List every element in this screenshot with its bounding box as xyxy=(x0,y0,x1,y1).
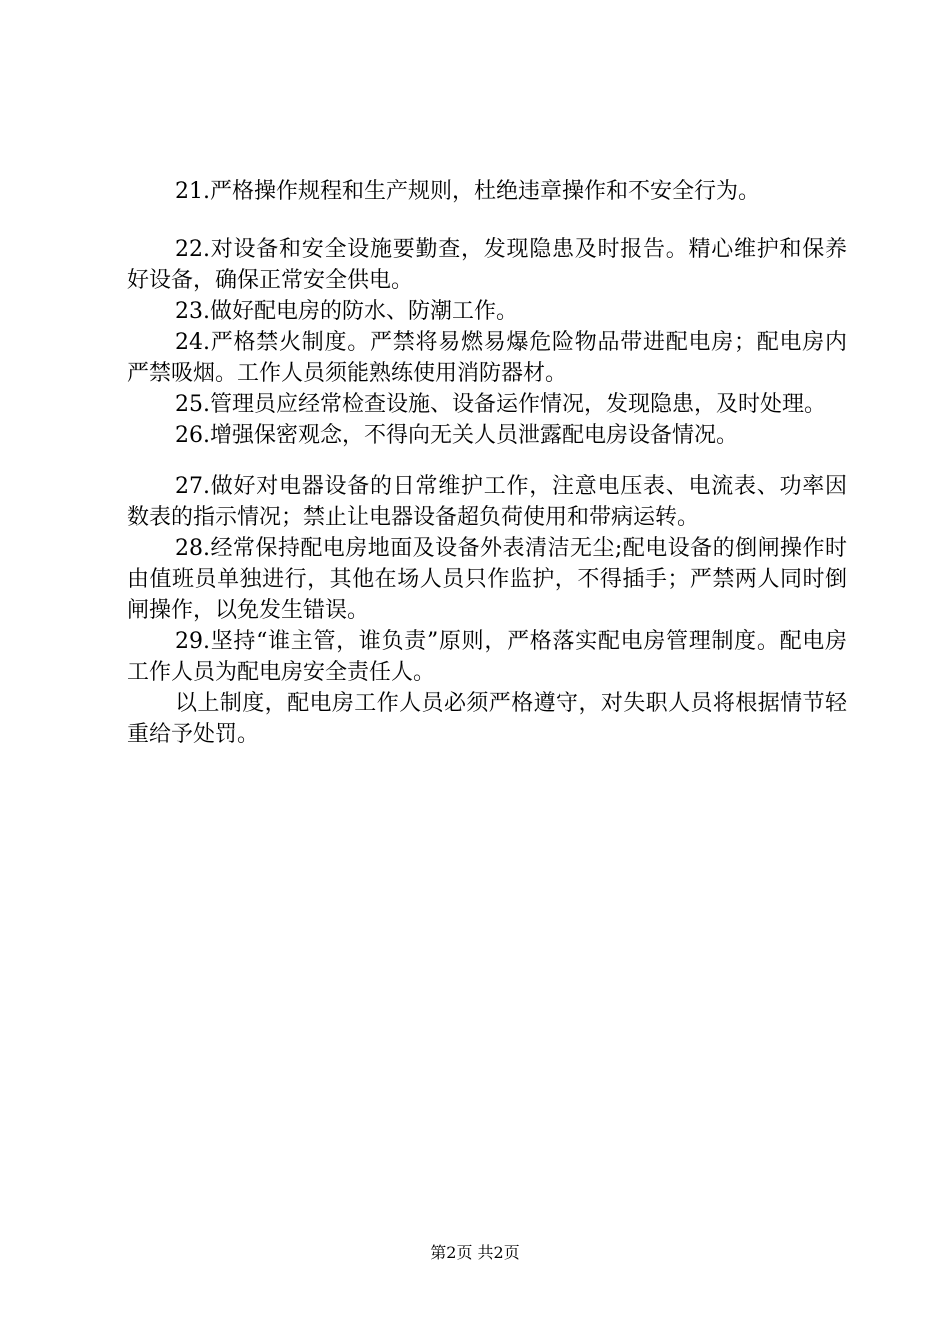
paragraph-21: 21.严格操作规程和生产规则，杜绝违章操作和不安全行为。 xyxy=(175,179,760,204)
paragraph-25: 25.管理员应经常检查设施、设备运作情况，发现隐患，及时处理。 xyxy=(175,392,826,417)
closing-paragraph: 以上制度，配电房工作人员必须严格遵守，对失职人员将根据情节轻重给予处罚。 xyxy=(127,691,847,747)
paragraph-26: 26.增强保密观念，不得向无关人员泄露配电房设备情况。 xyxy=(175,423,738,448)
paragraph-29: 29.坚持“谁主管，谁负责”原则，严格落实配电房管理制度。配电房工作人员为配电房安全责任人。 xyxy=(127,629,847,685)
paragraph-28: 28.经常保持配电房地面及设备外表清洁无尘;配电设备的倒闸操作时由值班员单独进行，其他在场人员只作监护，不得插手；严禁两人同时倒闸操作，以免发生错误。 xyxy=(127,536,847,623)
paragraph-23: 23.做好配电房的防水、防潮工作。 xyxy=(175,299,518,324)
paragraph-27: 27.做好对电器设备的日常维护工作，注意电压表、电流表、功率因数表的指示情况；禁止让电器设备超负荷使用和带病运转。 xyxy=(127,474,847,530)
page-number-label: 第2页 共2页 xyxy=(430,1243,520,1262)
paragraph-24: 24.严格禁火制度。严禁将易燃易爆危险物品带进配电房；配电房内严禁吸烟。工作人员须能熟练使用消防器材。 xyxy=(127,330,847,386)
page-footer xyxy=(0,1243,950,1263)
document-body xyxy=(127,176,847,750)
paragraph-22: 22.对设备和安全设施要勤查，发现隐患及时报告。精心维护和保养好设备，确保正常安全供电。 xyxy=(127,237,847,293)
